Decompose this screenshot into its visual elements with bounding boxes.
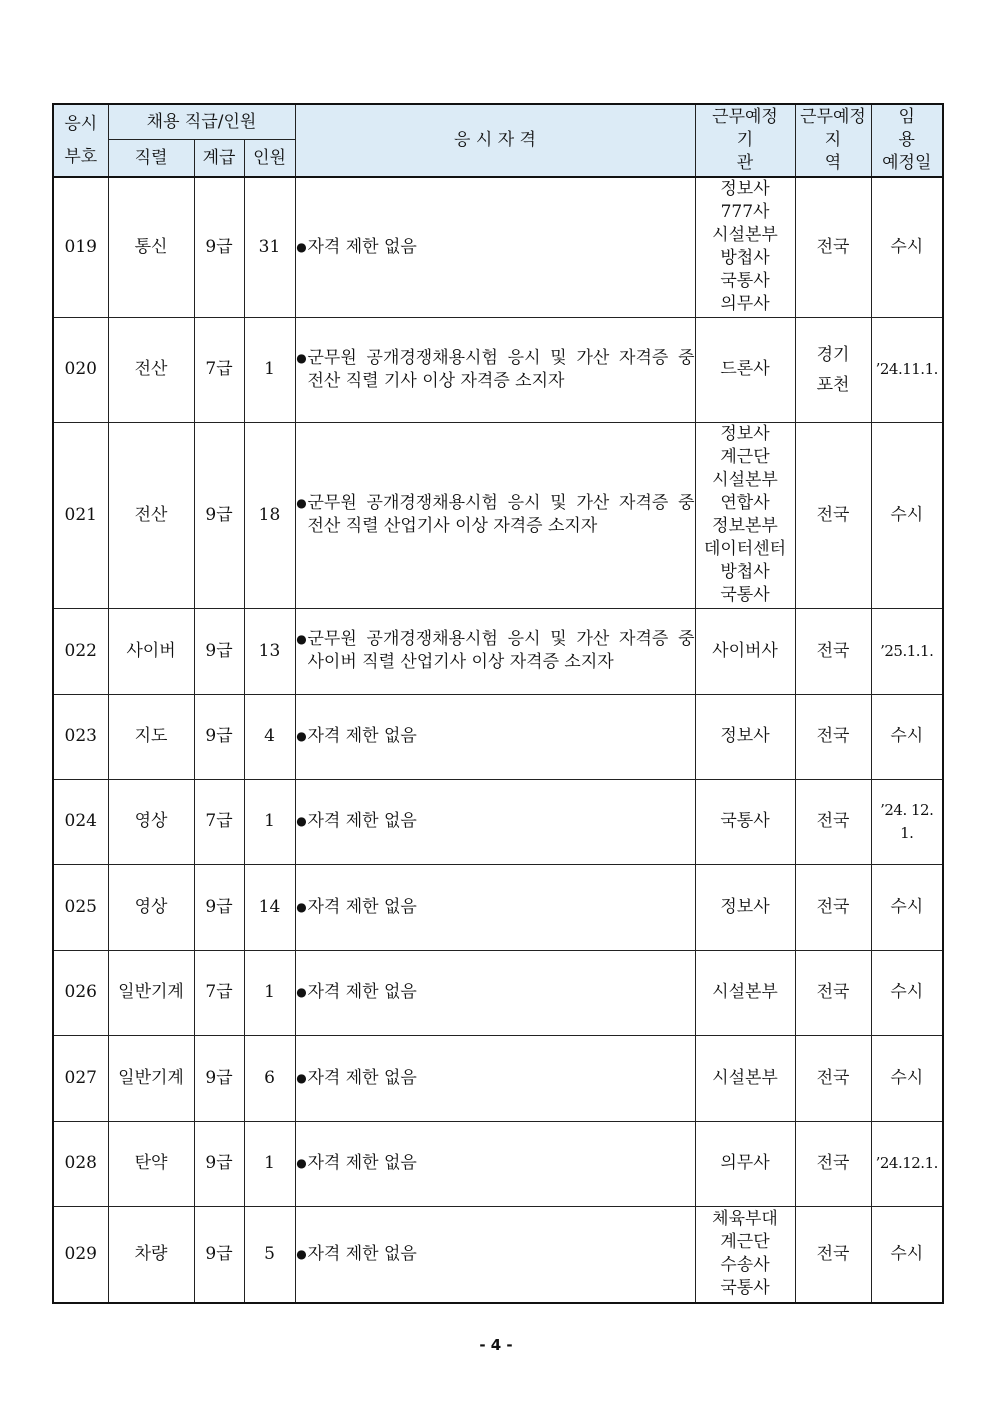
grade-cell: 9급 [194,422,244,608]
qualification-cell [295,694,695,779]
appointment-date-cell: 수시 [871,422,943,608]
appointment-date-cell: 수시 [871,950,943,1035]
agency-item: 계근단 [720,447,770,467]
qualification-text: 자격 제한 없음 [307,1243,417,1264]
region-item: 전국 [816,1067,850,1088]
region-cell [795,694,871,779]
agency-item: 777사 [720,202,770,223]
headcount-cell: 5 [244,1206,295,1303]
region-item: 전국 [816,1153,850,1173]
qualification-cell [295,950,695,1035]
agency-item: 정보사 [720,896,770,917]
agency-item: 의무사 [720,294,770,315]
appointment-date-cell: ’25.1.1. [871,608,943,694]
agency-cell [695,1206,795,1303]
table-row [53,694,943,779]
agency-item: 드론사 [720,359,770,379]
series-cell: 일반기계 [108,950,194,1035]
bullet-icon: ● [296,729,307,743]
region-item: 전국 [816,896,850,917]
table-row [53,177,943,317]
agency-cell [695,950,795,1035]
series-cell: 전산 [108,317,194,422]
qualification-cell [295,608,695,694]
qualification-cell [295,1035,695,1121]
agency-cell [695,1121,795,1206]
grade-cell: 9급 [194,608,244,694]
qualification-cell [295,779,695,864]
grade-cell: 9급 [194,1206,244,1303]
region-cell [795,317,871,422]
agency-cell [695,864,795,950]
exam-no-cell: 024 [53,779,108,864]
agency-item: 정보사 [720,179,770,200]
bullet-icon: ● [296,814,307,828]
header-series: 직렬 [108,140,194,178]
agency-cell [695,779,795,864]
qualification-text: 군무원 공개경쟁채용시험 응시 및 가산 자격증 중 사이버 직렬 산업기사 이상 자격증 소지자 [307,629,695,672]
agency-item: 사이버사 [712,640,778,661]
headcount-cell: 31 [244,177,295,317]
bullet-icon: ● [296,899,307,914]
agency-item: 국통사 [720,585,770,605]
recruitment-table [52,103,944,1304]
appointment-date-cell: 수시 [871,864,943,950]
agency-item: 수송사 [720,1255,770,1276]
series-cell: 사이버 [108,608,194,694]
qualification-text: 자격 제한 없음 [307,236,417,257]
bullet-icon: ● [296,632,307,646]
appointment-date-cell: 수시 [871,1035,943,1121]
headcount-cell: 6 [244,1035,295,1121]
agency-cell [695,317,795,422]
bullet-icon: ● [296,496,307,510]
table-row [53,608,943,694]
region-item: 전국 [816,982,850,1002]
qualification-cell [295,1121,695,1206]
bullet-icon: ● [296,1070,307,1085]
exam-no-cell: 022 [53,608,108,694]
region-item: 전국 [816,640,850,661]
table-row [53,422,943,608]
headcount-cell: 1 [244,950,295,1035]
agency-item: 국통사 [720,1278,770,1299]
table-row [53,779,943,864]
qualification-text: 군무원 공개경쟁채용시험 응시 및 가산 자격증 중 전산 직렬 산업기사 이상 자격증 소지자 [307,493,695,536]
agency-item: 계근단 [720,1232,770,1253]
appointment-date-cell: ’24.12.1. [871,1121,943,1206]
region-item: 전국 [816,811,850,831]
table-row [53,950,943,1035]
agency-item: 연합사 [720,493,770,513]
agency-item: 시설본부 [712,225,778,246]
agency-item: 체육부대 [712,1209,778,1230]
qualification-cell [295,1206,695,1303]
agency-cell [695,1035,795,1121]
table-row [53,317,943,422]
region-item: 경기 [816,344,850,365]
appointment-date-cell: 수시 [871,694,943,779]
headcount-cell: 1 [244,317,295,422]
agency-cell [695,608,795,694]
region-item: 전국 [816,1243,850,1264]
qualification-text: 자격 제한 없음 [307,1153,417,1173]
header-agency: 근무예정 기 관 [695,104,795,177]
grade-cell: 9급 [194,694,244,779]
agency-item: 정보본부 [712,516,778,536]
bullet-icon: ● [296,350,307,365]
exam-no-cell: 019 [53,177,108,317]
exam-no-cell: 021 [53,422,108,608]
agency-item: 의무사 [720,1153,770,1173]
agency-cell [695,422,795,608]
region-cell [795,422,871,608]
exam-no-cell: 029 [53,1206,108,1303]
grade-cell: 9급 [194,1121,244,1206]
header-exam-no: 응시 부호 [53,104,108,177]
region-cell [795,608,871,694]
headcount-cell: 13 [244,608,295,694]
grade-cell: 7급 [194,950,244,1035]
headcount-cell: 14 [244,864,295,950]
agency-item: 시설본부 [712,982,778,1002]
appointment-date-cell: ’24. 12. 1. [871,779,943,864]
appointment-date-cell: ’24.11.1. [871,317,943,422]
exam-no-cell: 025 [53,864,108,950]
region-cell [795,779,871,864]
agency-item: 시설본부 [712,470,778,490]
series-cell: 전산 [108,422,194,608]
series-cell: 통신 [108,177,194,317]
series-cell: 일반기계 [108,1035,194,1121]
headcount-cell: 4 [244,694,295,779]
header-region: 근무예정 지 역 [795,104,871,177]
table-row [53,1206,943,1303]
qualification-text: 자격 제한 없음 [307,1067,417,1088]
table-body [53,177,943,1303]
table-row [53,864,943,950]
exam-no-cell: 027 [53,1035,108,1121]
agency-item: 데이터센터 [703,539,787,559]
agency-item: 국통사 [720,811,770,831]
qualification-text: 자격 제한 없음 [307,811,417,831]
bullet-icon: ● [296,1156,307,1170]
agency-cell [695,177,795,317]
qualification-cell [295,422,695,608]
qualification-text: 자격 제한 없음 [307,726,417,746]
agency-item: 국통사 [720,271,770,292]
region-item: 포천 [816,374,850,395]
table-row [53,1035,943,1121]
region-cell [795,864,871,950]
exam-no-cell: 026 [53,950,108,1035]
bullet-icon: ● [296,239,307,254]
header-appointment-date: 임 용 예정일 [871,104,943,177]
region-cell [795,177,871,317]
grade-cell: 7급 [194,779,244,864]
region-cell [795,1206,871,1303]
header-qualification: 응 시 자 격 [295,104,695,177]
bullet-icon: ● [296,1246,307,1261]
grade-cell: 7급 [194,317,244,422]
region-item: 전국 [816,726,850,746]
headcount-cell: 1 [244,779,295,864]
qualification-cell [295,864,695,950]
header-headcount: 인원 [244,140,295,178]
headcount-cell: 1 [244,1121,295,1206]
headcount-cell: 18 [244,422,295,608]
agency-item: 정보사 [720,424,770,444]
exam-no-cell: 023 [53,694,108,779]
agency-item: 방첩사 [720,562,770,582]
series-cell: 지도 [108,694,194,779]
series-cell: 영상 [108,864,194,950]
table-row [53,1121,943,1206]
series-cell: 차량 [108,1206,194,1303]
series-cell: 영상 [108,779,194,864]
qualification-text: 자격 제한 없음 [307,982,417,1002]
region-cell [795,1121,871,1206]
agency-item: 정보사 [720,726,770,746]
grade-cell: 9급 [194,177,244,317]
grade-cell: 9급 [194,864,244,950]
region-cell [795,950,871,1035]
qualification-cell [295,177,695,317]
agency-item: 시설본부 [712,1067,778,1088]
agency-cell [695,694,795,779]
agency-item: 방첩사 [720,248,770,269]
series-cell: 탄약 [108,1121,194,1206]
grade-cell: 9급 [194,1035,244,1121]
exam-no-cell: 020 [53,317,108,422]
region-item: 전국 [816,504,850,525]
qualification-text: 자격 제한 없음 [307,896,417,917]
appointment-date-cell: 수시 [871,1206,943,1303]
region-cell [795,1035,871,1121]
region-item: 전국 [816,236,850,257]
qualification-text: 군무원 공개경쟁채용시험 응시 및 가산 자격증 중 전산 직렬 기사 이상 자격증 소지자 [307,347,695,391]
exam-no-cell: 028 [53,1121,108,1206]
header-grade: 계급 [194,140,244,178]
header-recruit-group: 채용 직급/인원 [108,104,295,140]
bullet-icon: ● [296,985,307,999]
page-number: - 4 - [479,1336,513,1354]
qualification-cell [295,317,695,422]
appointment-date-cell: 수시 [871,177,943,317]
